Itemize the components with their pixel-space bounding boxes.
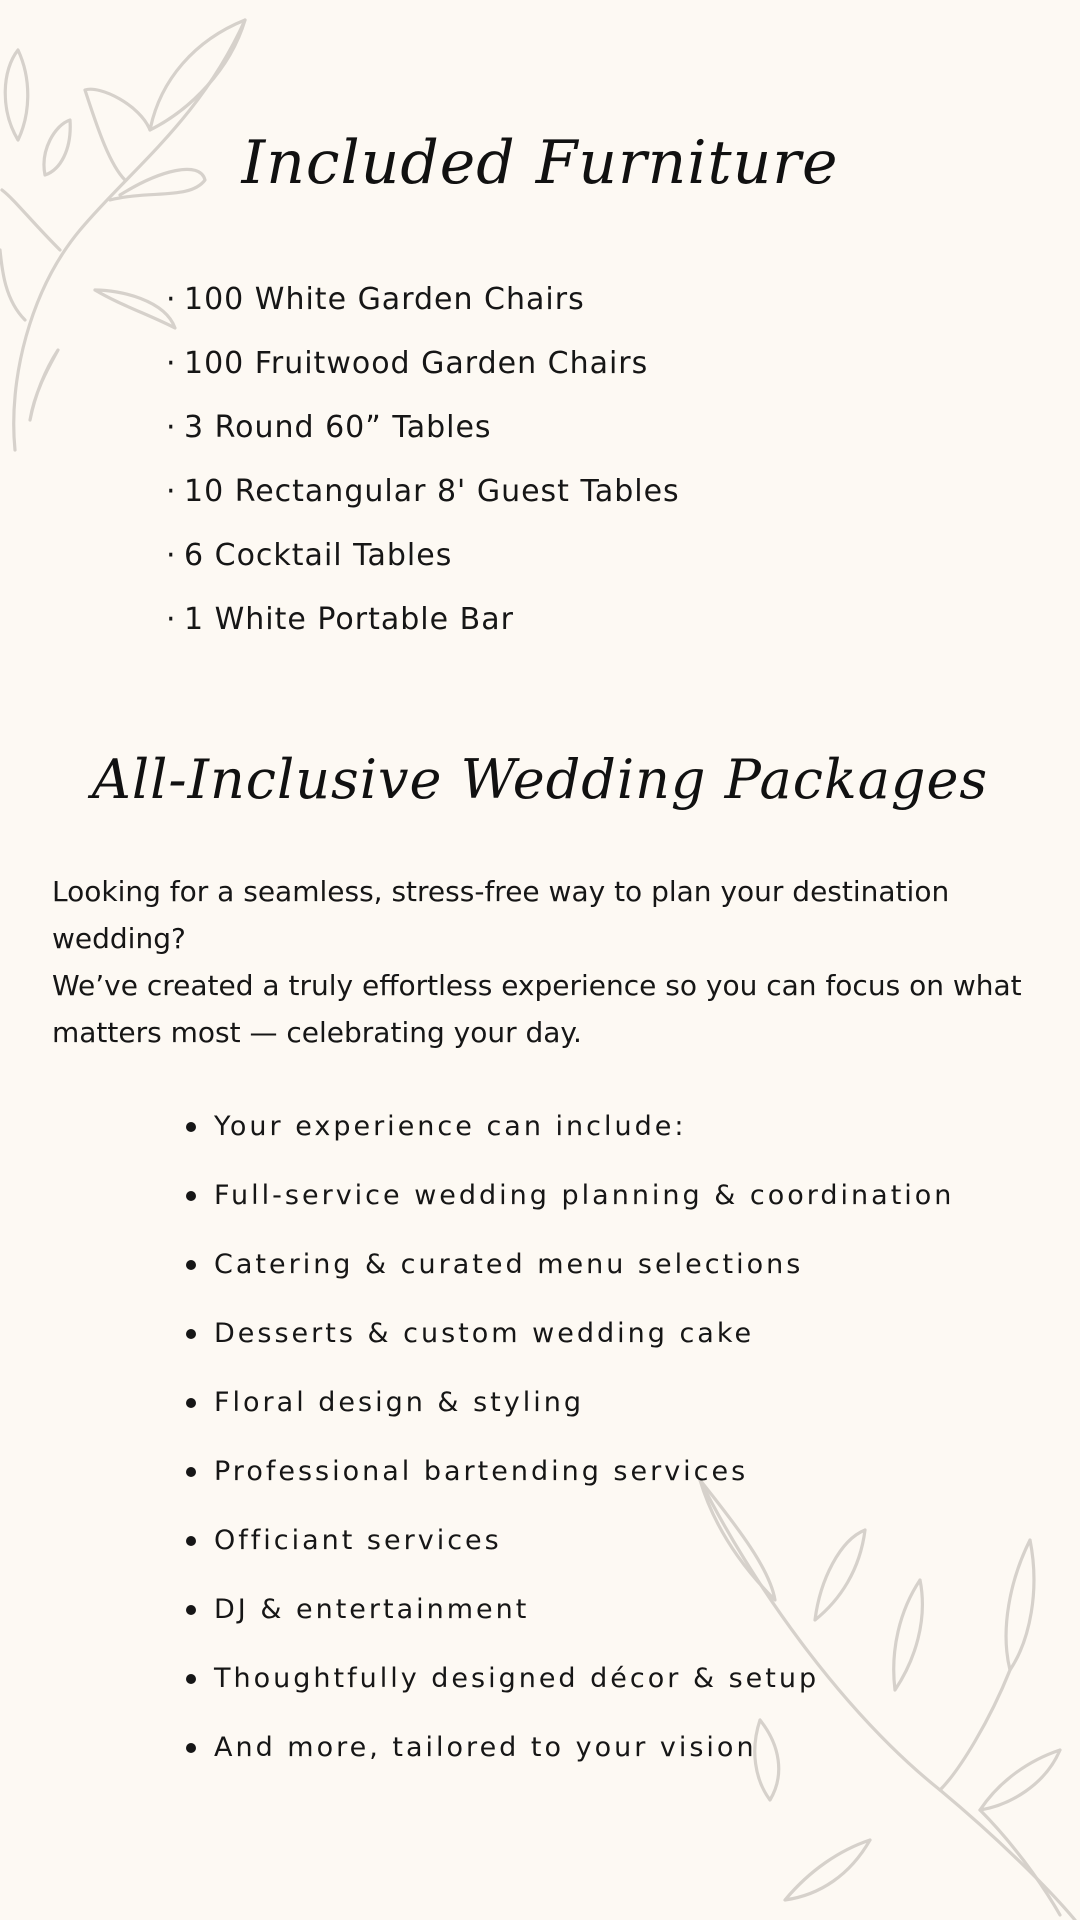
list-item-label: And more, tailored to your vision bbox=[214, 1732, 757, 1763]
list-item: · 6 Cocktail Tables bbox=[166, 538, 453, 573]
list-item-label: Floral design & styling bbox=[214, 1387, 584, 1418]
list-item-label: Your experience can include: bbox=[214, 1111, 687, 1142]
list-item bbox=[186, 1374, 954, 1443]
bullet-dot-icon bbox=[186, 1260, 196, 1270]
list-item bbox=[186, 1581, 954, 1650]
bullet-dot-icon bbox=[186, 1398, 196, 1408]
list-item bbox=[186, 1512, 954, 1581]
list-item-label: 100 Fruitwood Garden Chairs bbox=[184, 346, 649, 381]
furniture-list bbox=[166, 274, 680, 658]
list-item-label: 100 White Garden Chairs bbox=[184, 282, 585, 317]
list-item-label: DJ & entertainment bbox=[214, 1594, 530, 1625]
bullet-dot-icon bbox=[186, 1122, 196, 1132]
list-item bbox=[186, 1167, 954, 1236]
list-item-label: 6 Cocktail Tables bbox=[184, 538, 453, 573]
intro-paragraph bbox=[52, 868, 1062, 1056]
list-item: · 1 White Portable Bar bbox=[166, 602, 514, 637]
list-item bbox=[186, 1650, 954, 1719]
list-item-label: 3 Round 60” Tables bbox=[184, 410, 492, 445]
bullet-dot-icon bbox=[186, 1329, 196, 1339]
list-item-label: Professional bartending services bbox=[214, 1456, 749, 1487]
list-item bbox=[186, 1098, 954, 1167]
list-item-label: Full-service wedding planning & coordination bbox=[214, 1180, 955, 1211]
list-item bbox=[186, 1719, 954, 1788]
list-item: · 3 Round 60” Tables bbox=[166, 410, 492, 445]
list-item bbox=[186, 1305, 954, 1374]
list-item-label: Thoughtfully designed décor & setup bbox=[214, 1663, 820, 1694]
package-list bbox=[186, 1098, 954, 1788]
list-item-label: Desserts & custom wedding cake bbox=[214, 1318, 755, 1349]
list-item bbox=[186, 1236, 954, 1305]
list-item-label: Catering & curated menu selections bbox=[214, 1249, 804, 1280]
bullet-dot-icon bbox=[186, 1191, 196, 1201]
intro-line: Looking for a seamless, stress-free way to plan your destination wedding? bbox=[52, 875, 950, 955]
list-item-label: 1 White Portable Bar bbox=[184, 602, 514, 637]
list-item-label: 10 Rectangular 8' Guest Tables bbox=[184, 474, 680, 509]
bullet-dot-icon bbox=[186, 1605, 196, 1615]
bullet-dot-icon bbox=[186, 1674, 196, 1684]
list-item: · 100 Fruitwood Garden Chairs bbox=[166, 346, 649, 381]
list-item bbox=[186, 1443, 954, 1512]
bullet-dot-icon bbox=[186, 1536, 196, 1546]
section-title-wedding-packages: All-Inclusive Wedding Packages bbox=[91, 748, 989, 811]
intro-line: We’ve created a truly effortless experience so you can focus on what matters most — celebrating your day. bbox=[52, 969, 1022, 1049]
list-item-label: Officiant services bbox=[214, 1525, 502, 1556]
bullet-dot-icon bbox=[186, 1743, 196, 1753]
list-item: · 10 Rectangular 8' Guest Tables bbox=[166, 474, 680, 509]
section-title-included-furniture: Included Furniture bbox=[241, 128, 839, 198]
bullet-dot-icon bbox=[186, 1467, 196, 1477]
list-item: · 100 White Garden Chairs bbox=[166, 282, 585, 317]
